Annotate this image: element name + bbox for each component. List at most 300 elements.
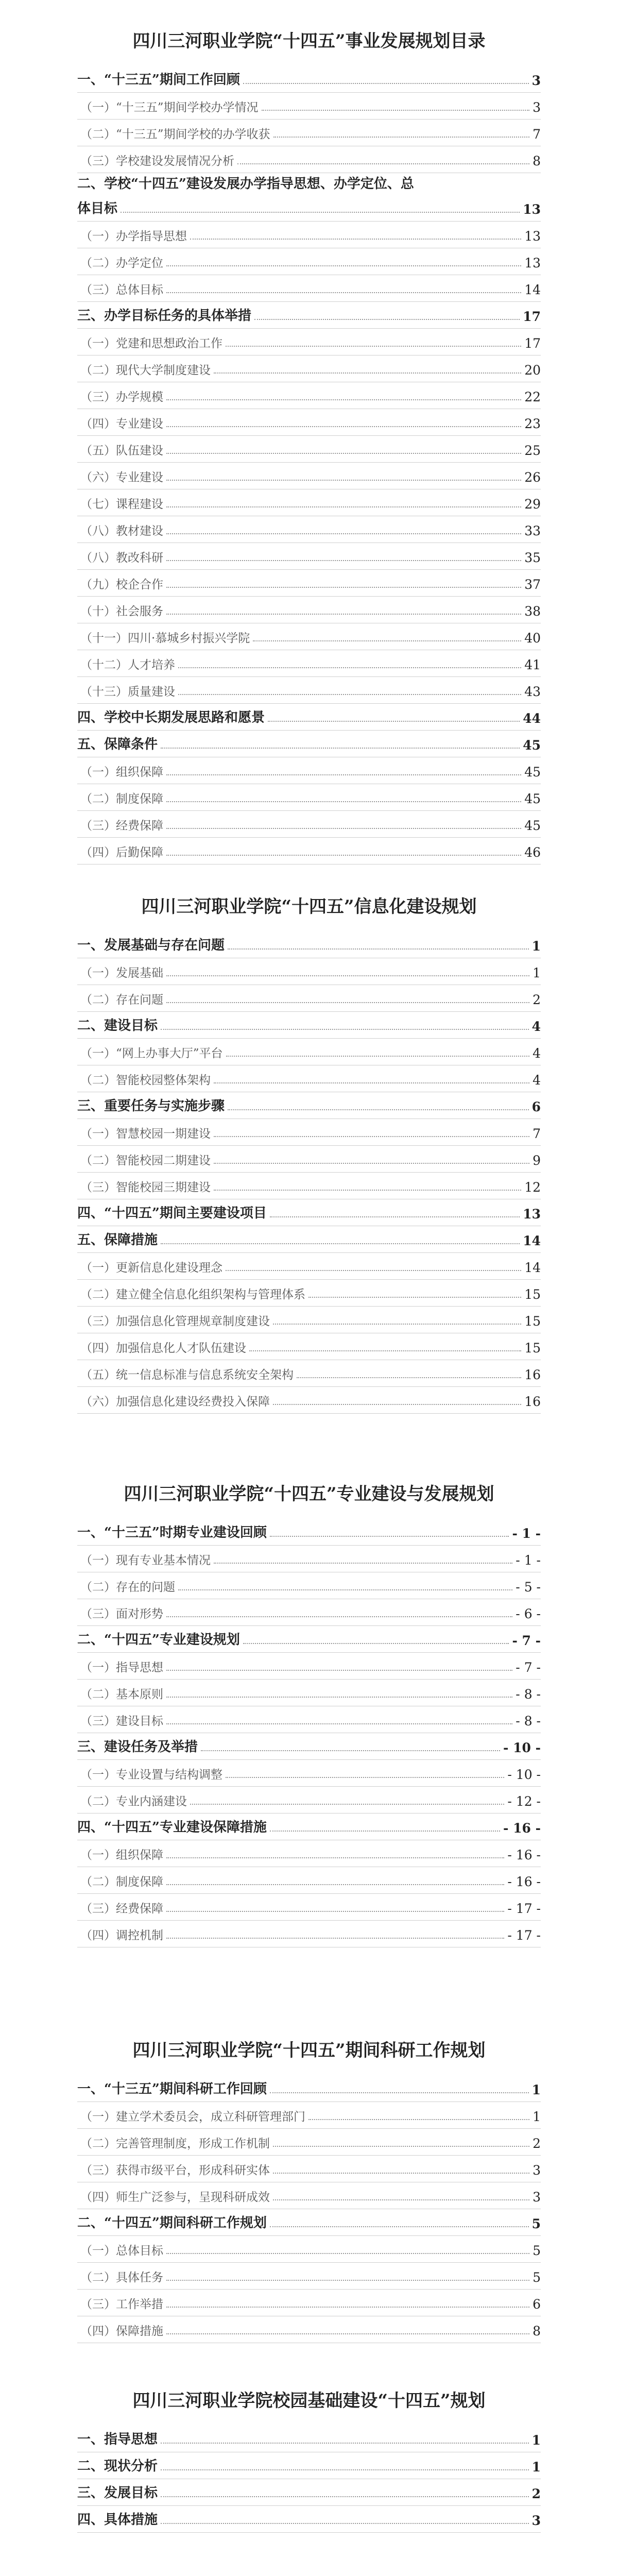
entry-label: （一）组织保障 [80, 1849, 163, 1862]
dot-leader [228, 948, 529, 950]
dot-leader [273, 2173, 529, 2174]
entry-label: （四）师生广泛参与，呈现科研成效 [80, 2191, 270, 2204]
entry-page-number: 1 [533, 965, 541, 980]
toc-subsection-entry[interactable] [77, 2156, 541, 2182]
entry-label: 五、保障条件 [77, 737, 158, 752]
dot-leader [166, 855, 521, 856]
dot-leader [226, 1056, 530, 1057]
entry-page-number: 13 [523, 1207, 541, 1222]
dot-leader [253, 640, 521, 641]
entry-label: （一）更新信息化建设理念 [80, 1261, 222, 1275]
entry-page-number: - 7 - [516, 1660, 541, 1675]
dot-leader [166, 533, 521, 534]
entry-page-number: - 10 - [503, 1740, 541, 1755]
toc-chapter-entry[interactable] [77, 704, 541, 731]
entry-label: （一）现有专业基本情况 [80, 1554, 211, 1567]
entry-label: （二）现代大学制度建设 [80, 364, 211, 377]
entry-label: 一、发展基础与存在问题 [77, 938, 225, 953]
toc-chapter-entry[interactable] [77, 302, 541, 329]
dot-leader [273, 2199, 529, 2200]
toc-subsection-entry[interactable] [77, 1653, 541, 1680]
dot-leader [214, 1190, 521, 1191]
entry-page-number: 5 [533, 2270, 541, 2285]
entry-page-number: - 6 - [516, 1606, 541, 1621]
entry-page-number: 4 [531, 1019, 541, 1034]
entry-label: （三）工作举措 [80, 2298, 163, 2311]
entry-page-number: 3 [533, 2163, 541, 2178]
entry-label: （二）制度保障 [80, 792, 163, 806]
toc-chapter-entry[interactable] [77, 2426, 541, 2452]
dot-leader [166, 587, 521, 588]
toc-subsection-entry[interactable] [77, 757, 541, 784]
dot-leader [262, 110, 530, 111]
toc-subsection-entry[interactable] [77, 2182, 541, 2209]
entry-page-number: 1 [531, 2082, 541, 2097]
entry-label: 二、建设目标 [77, 1018, 158, 1033]
dot-leader [297, 1377, 521, 1378]
entry-label: （四）后勤保障 [80, 846, 163, 859]
toc-subsection-entry[interactable] [77, 1867, 541, 1894]
toc-subsection-entry[interactable] [77, 1680, 541, 1706]
entry-label: （一）指导思想 [80, 1661, 163, 1674]
entry-label: （十二）人才培养 [80, 658, 175, 672]
dot-leader [166, 506, 521, 507]
toc-chapter-entry[interactable] [77, 2209, 541, 2236]
entry-label: （三）经费保障 [80, 1902, 163, 1916]
toc-chapter-entry[interactable] [77, 2075, 541, 2102]
entry-page-number: - 16 - [507, 1848, 541, 1862]
toc-subsection-entry[interactable] [77, 1280, 541, 1307]
toc-subsection-entry[interactable] [77, 436, 541, 463]
dot-leader [214, 1082, 529, 1083]
entry-label: （二）存在问题 [80, 993, 163, 1007]
entry-page-number: 7 [533, 127, 541, 142]
entry-page-number: 15 [524, 1314, 541, 1329]
entry-page-number: 17 [524, 336, 541, 351]
entry-page-number: 6 [533, 2297, 541, 2312]
entry-label: 一、指导思想 [77, 2432, 158, 2447]
dot-leader [166, 2253, 529, 2254]
entry-label: （四）专业建设 [80, 417, 163, 431]
toc-subsection-entry[interactable] [77, 463, 541, 489]
entry-label: （一）智慧校园一期建设 [80, 1127, 211, 1141]
toc-subsection-entry[interactable] [77, 1146, 541, 1173]
entry-page-number: 2 [531, 2486, 541, 2501]
entry-label: （二）办学定位 [80, 257, 163, 270]
entry-page-number: - 8 - [516, 1687, 541, 1702]
dot-leader [161, 2523, 529, 2524]
entry-label: 四、学校中长期发展思路和愿景 [77, 710, 265, 725]
entry-label: 三、办学目标任务的具体举措 [77, 308, 252, 324]
toc-subsection-entry[interactable] [77, 784, 541, 811]
dot-leader [161, 748, 520, 749]
entry-label: 一、“十三五”时期专业建设回顾 [77, 1525, 267, 1540]
toc-subsection-entry[interactable] [77, 120, 541, 146]
entry-label: （一）建立学术委员会，成立科研管理部门 [80, 2110, 305, 2124]
entry-label: （四）加强信息化人才队伍建设 [80, 1342, 246, 1355]
dot-leader [166, 292, 521, 293]
dot-leader [273, 1404, 521, 1405]
entry-label: （一）“十三五”期间学校办学情况 [80, 101, 259, 114]
entry-label: （八）教材建设 [80, 524, 163, 538]
toc-subsection-entry[interactable] [77, 1173, 541, 1199]
entry-page-number: 41 [524, 657, 541, 672]
toc-subsection-entry[interactable] [77, 2316, 541, 2343]
entry-page-number: 23 [524, 416, 541, 431]
entry-label: （二）制度保障 [80, 1875, 163, 1889]
toc-chapter-entry[interactable] [77, 2452, 541, 2479]
dot-leader [166, 453, 521, 454]
section-title: 四川三河职业学院“十四五”期间科研工作规划 [132, 2040, 486, 2061]
dot-leader [166, 774, 521, 775]
dot-leader [226, 346, 521, 347]
dot-leader [268, 721, 520, 722]
entry-page-number: 40 [524, 631, 541, 646]
entry-page-number: - 1 - [516, 1553, 541, 1568]
toc-subsection-entry[interactable] [77, 623, 541, 650]
dot-leader [270, 2226, 529, 2227]
entry-page-number: 35 [524, 550, 541, 565]
entry-page-number: 17 [523, 309, 541, 324]
entry-page-number: 14 [524, 282, 541, 297]
entry-label: （二）智能校园二期建设 [80, 1154, 211, 1167]
dot-leader [273, 1324, 521, 1325]
entry-page-number: 22 [524, 389, 541, 404]
toc-subsection-entry[interactable] [77, 1039, 541, 1065]
entry-page-number: - 10 - [507, 1767, 541, 1782]
entry-page-number: 37 [524, 577, 541, 592]
entry-label: （四）调控机制 [80, 1929, 163, 1942]
entry-label: （十一）四川·慕城乡村振兴学院 [80, 632, 250, 645]
entry-page-number: 25 [524, 443, 541, 458]
toc-section [77, 26, 541, 865]
dot-leader [273, 137, 530, 138]
entry-page-number: 15 [524, 1287, 541, 1302]
entry-label: （二）“十三五”期间学校的办学收获 [80, 128, 270, 141]
toc-subsection-entry[interactable] [77, 1360, 541, 1387]
toc-subsection-entry[interactable] [77, 1840, 541, 1867]
entry-label: （八）教改科研 [80, 551, 163, 565]
entry-page-number: 4 [533, 1073, 541, 1088]
entry-page-number: - 12 - [507, 1794, 541, 1809]
toc-chapter-entry[interactable] [77, 1012, 541, 1039]
toc-subsection-entry[interactable] [77, 1546, 541, 1572]
entry-page-number: 7 [533, 1126, 541, 1141]
dot-leader [249, 1350, 521, 1351]
entry-page-number: 8 [533, 154, 541, 168]
entry-page-number: - 16 - [503, 1821, 541, 1836]
dot-leader [161, 2443, 529, 2444]
toc-subsection-entry[interactable] [77, 489, 541, 516]
toc-chapter-entry[interactable] [77, 2506, 541, 2533]
entry-page-number: 43 [524, 684, 541, 699]
toc-subsection-entry[interactable] [77, 1387, 541, 1414]
entry-page-number: - 16 - [507, 1874, 541, 1889]
entry-continuation [77, 195, 541, 221]
toc-subsection-entry[interactable] [77, 1894, 541, 1921]
entry-page-number: 13 [524, 229, 541, 244]
toc-subsection-entry[interactable] [77, 1119, 541, 1146]
toc-subsection-entry[interactable] [77, 1572, 541, 1599]
toc-section [77, 891, 541, 1414]
dot-leader [166, 614, 521, 615]
dot-leader [166, 399, 521, 400]
toc-subsection-entry[interactable] [77, 677, 541, 704]
toc-subsection-entry[interactable] [77, 1760, 541, 1787]
toc-chapter-entry[interactable] [77, 1226, 541, 1253]
dot-leader [308, 2119, 529, 2120]
entry-page-number: 26 [524, 470, 541, 485]
section-title: 四川三河职业学院“十四五”信息化建设规划 [141, 896, 477, 917]
dot-leader [270, 1216, 520, 1217]
toc-section [77, 2385, 541, 2533]
dot-leader [190, 1804, 504, 1805]
entry-label: 一、“十三五”期间科研工作回顾 [77, 2081, 267, 2097]
dot-leader [166, 1938, 504, 1939]
entry-page-number: - 17 - [507, 1928, 541, 1943]
entry-label: 三、重要任务与实施步骤 [77, 1098, 225, 1114]
toc-subsection-entry[interactable] [77, 93, 541, 120]
toc-subsection-entry[interactable] [77, 516, 541, 543]
entry-page-number: 44 [523, 711, 541, 726]
toc-subsection-entry[interactable] [77, 248, 541, 275]
toc-subsection-entry[interactable] [77, 355, 541, 382]
toc-subsection-entry[interactable] [77, 1253, 541, 1280]
toc-chapter-entry[interactable] [77, 1519, 541, 1546]
toc-chapter-entry[interactable] [77, 1626, 541, 1653]
toc-subsection-entry[interactable] [77, 1307, 541, 1333]
section-title: 四川三河职业学院校园基础建设“十四五”规划 [132, 2391, 486, 2411]
entry-page-number: - 5 - [516, 1580, 541, 1595]
entry-page-number: 45 [524, 791, 541, 806]
dot-leader [166, 1616, 512, 1617]
entry-label: 四、“十四五”期间主要建设项目 [77, 1206, 267, 1221]
toc-subsection-entry[interactable] [77, 958, 541, 985]
toc-subsection-entry[interactable] [77, 650, 541, 677]
entry-label-continued: 体目标 [77, 201, 118, 216]
entry-label: （一）总体目标 [80, 2244, 163, 2258]
dot-leader [166, 2307, 529, 2308]
entry-page-number: - 8 - [516, 1714, 541, 1728]
entry-label: （六）专业建设 [80, 471, 163, 484]
entry-label: （一）办学指导思想 [80, 230, 187, 243]
entry-label: （二）具体任务 [80, 2271, 163, 2284]
section-title: 四川三河职业学院“十四五”事业发展规划目录 [132, 31, 486, 52]
entry-page-number: 15 [524, 1341, 541, 1355]
entry-label: （二）建立健全信息化组织架构与管理体系 [80, 1288, 305, 1301]
entry-label: 二、“十四五”期间科研工作规划 [77, 2215, 267, 2231]
dot-leader [161, 2496, 529, 2497]
entry-page-number: - 7 - [512, 1633, 541, 1648]
toc-subsection-entry[interactable] [77, 1599, 541, 1626]
entry-label: （六）加强信息化建设经费投入保障 [80, 1395, 270, 1409]
entry-page-number: 5 [533, 2243, 541, 2258]
toc-subsection-entry[interactable] [77, 1333, 541, 1360]
dot-leader [226, 1777, 504, 1778]
entry-label: （三）学校建设发展情况分析 [80, 155, 234, 168]
entry-label: 三、建设任务及举措 [77, 1739, 198, 1755]
dot-leader [270, 1831, 500, 1832]
dot-leader [178, 667, 521, 668]
dot-leader [161, 2469, 529, 2470]
dot-leader [214, 1163, 529, 1164]
entry-label: （一）“网上办事大厅”平台 [80, 1047, 223, 1060]
dot-leader [166, 1884, 504, 1885]
toc-subsection-entry[interactable] [77, 570, 541, 597]
toc-subsection-entry[interactable] [77, 2129, 541, 2156]
dot-leader [166, 426, 521, 427]
toc-subsection-entry[interactable] [77, 838, 541, 865]
entry-label: （一）党建和思想政治工作 [80, 337, 222, 350]
toc-subsection-entry[interactable] [77, 2236, 541, 2263]
entry-page-number: 3 [531, 73, 541, 88]
entry-label: （二）完善管理制度，形成工作机制 [80, 2137, 270, 2150]
entry-page-number: 8 [533, 2324, 541, 2338]
entry-page-number: 1 [533, 2109, 541, 2124]
entry-page-number: 14 [524, 1260, 541, 1275]
entry-label: （三）智能校园三期建设 [80, 1181, 211, 1194]
dot-leader [166, 560, 521, 561]
entry-page-number: 1 [531, 2460, 541, 2475]
entry-page-number: 45 [523, 738, 541, 753]
toc-subsection-entry[interactable] [77, 146, 541, 173]
entry-page-number: 20 [524, 363, 541, 378]
entry-label: （三）面对形势 [80, 1607, 163, 1621]
entry-page-number: 3 [531, 2513, 541, 2528]
entry-label: 四、“十四五”专业建设保障措施 [77, 1820, 267, 1835]
toc-subsection-entry[interactable] [77, 222, 541, 248]
toc-subsection-entry[interactable] [77, 2290, 541, 2316]
toc-chapter-entry[interactable] [77, 1092, 541, 1119]
toc-chapter-entry[interactable] [77, 931, 541, 958]
dot-leader [190, 239, 521, 240]
dot-leader [214, 1563, 512, 1564]
entry-label: （九）校企合作 [80, 578, 163, 591]
toc-chapter-entry[interactable] [77, 731, 541, 757]
dot-leader [166, 480, 521, 481]
toc-subsection-entry[interactable] [77, 1706, 541, 1733]
entry-label: （七）课程建设 [80, 498, 163, 511]
entry-label: （一）组织保障 [80, 766, 163, 779]
dot-leader [270, 1536, 509, 1537]
entry-page-number: - 1 - [512, 1526, 541, 1541]
toc-chapter-entry[interactable] [77, 173, 541, 222]
toc-chapter-entry[interactable] [77, 1733, 541, 1760]
entry-page-number: 12 [524, 1180, 541, 1195]
entry-label: （二）存在的问题 [80, 1581, 175, 1594]
entry-page-number: 45 [524, 818, 541, 833]
toc-subsection-entry[interactable] [77, 2263, 541, 2290]
entry-label: （三）办学规模 [80, 391, 163, 404]
entry-page-number: 3 [533, 2190, 541, 2205]
entry-page-number: 2 [533, 992, 541, 1007]
entry-page-number: 46 [524, 845, 541, 860]
dot-leader [166, 265, 521, 266]
entry-page-number: 1 [531, 939, 541, 954]
dot-leader [228, 1109, 529, 1110]
entry-label: （五）队伍建设 [80, 444, 163, 457]
dot-leader [273, 2146, 529, 2147]
dot-leader [121, 212, 520, 213]
entry-label: （一）发展基础 [80, 967, 163, 980]
entry-label: （五）统一信息标准与信息系统安全架构 [80, 1368, 294, 1382]
dot-leader [166, 2333, 529, 2334]
dot-leader [237, 163, 529, 164]
dot-leader [270, 2092, 529, 2093]
entry-label: （十）社会服务 [80, 605, 163, 618]
dot-leader [243, 83, 529, 84]
entry-label: （三）加强信息化管理规章制度建设 [80, 1315, 270, 1328]
entry-label: （三）总体目标 [80, 283, 163, 297]
toc-subsection-entry[interactable] [77, 382, 541, 409]
dot-leader [243, 1643, 509, 1644]
entry-label: （十三）质量建设 [80, 685, 175, 699]
entry-page-number: 16 [524, 1394, 541, 1409]
entry-page-number: 13 [524, 256, 541, 270]
entry-label: （二）智能校园整体架构 [80, 1074, 211, 1087]
entry-page-number: 4 [533, 1046, 541, 1061]
entry-page-number: 13 [523, 202, 541, 217]
dot-leader [178, 1589, 512, 1590]
entry-label: 二、学校“十四五”建设发展办学指导思想、办学定位、总 [77, 176, 414, 192]
toc-subsection-entry[interactable] [77, 275, 541, 302]
entry-label: （二）专业内涵建设 [80, 1795, 187, 1808]
entry-page-number: 5 [531, 2216, 541, 2231]
toc-subsection-entry[interactable] [77, 409, 541, 436]
section-title: 四川三河职业学院“十四五”专业建设与发展规划 [124, 1484, 494, 1504]
dot-leader [166, 1670, 512, 1671]
dot-leader [214, 1136, 529, 1137]
entry-page-number: 6 [531, 1099, 541, 1114]
toc-subsection-entry[interactable] [77, 1921, 541, 1947]
dot-leader [161, 1243, 520, 1244]
toc-chapter-entry[interactable] [77, 66, 541, 93]
toc-subsection-entry[interactable] [77, 1065, 541, 1092]
toc-section [77, 2035, 541, 2343]
dot-leader [166, 801, 521, 802]
toc-subsection-entry[interactable] [77, 985, 541, 1012]
toc-chapter-entry[interactable] [77, 1814, 541, 1840]
dot-leader [308, 1297, 521, 1298]
entry-page-number: - 17 - [507, 1901, 541, 1916]
entry-label: （一）专业设置与结构调整 [80, 1768, 222, 1782]
dot-leader [166, 1911, 504, 1912]
toc-chapter-entry[interactable] [77, 2479, 541, 2506]
toc-subsection-entry[interactable] [77, 2102, 541, 2129]
entry-label: （三）建设目标 [80, 1715, 163, 1728]
dot-leader [166, 1723, 512, 1724]
dot-leader [166, 1002, 529, 1003]
toc-chapter-entry[interactable] [77, 1199, 541, 1226]
entry-page-number: 9 [533, 1153, 541, 1168]
entry-page-number: 14 [523, 1233, 541, 1248]
dot-leader [254, 319, 520, 320]
entry-label: 五、保障措施 [77, 1232, 158, 1248]
dot-leader [214, 372, 521, 374]
toc-subsection-entry[interactable] [77, 543, 541, 570]
toc-subsection-entry[interactable] [77, 597, 541, 623]
toc-subsection-entry[interactable] [77, 811, 541, 838]
dot-leader [201, 1750, 500, 1751]
entry-label: 二、“十四五”专业建设规划 [77, 1632, 240, 1648]
entry-page-number: 38 [524, 604, 541, 619]
toc-subsection-entry[interactable] [77, 1787, 541, 1814]
toc-subsection-entry[interactable] [77, 329, 541, 355]
entry-page-number: 1 [531, 2433, 541, 2448]
dot-leader [178, 694, 521, 695]
dot-leader [166, 2280, 529, 2281]
dot-leader [166, 1697, 512, 1698]
